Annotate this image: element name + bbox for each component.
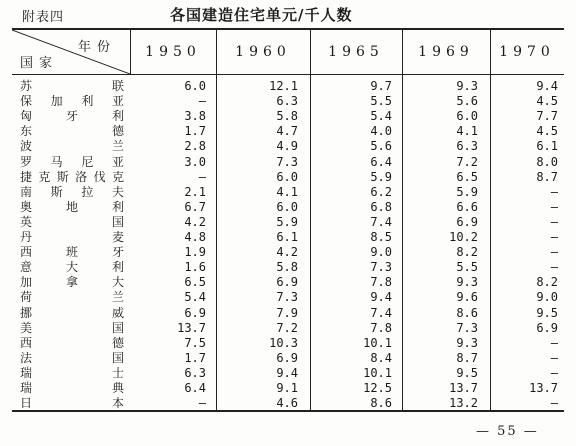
value-cell-1969: 9.6: [456, 290, 478, 305]
value-cell-1970: 6.1: [536, 139, 558, 154]
value-cell-1960: 10.3: [269, 335, 298, 350]
country-name: 法 国: [20, 350, 124, 365]
value-cell-1960: 7.2: [276, 320, 298, 335]
value-cell-1965: 7.3: [370, 260, 392, 275]
value-cell-1950: 6.3: [184, 365, 206, 380]
value-cell-1965: 10.1: [363, 335, 392, 350]
value-cell-1970: —: [550, 230, 558, 244]
table-row: [12, 169, 564, 185]
value-cell-1960: 9.1: [276, 381, 298, 395]
table-row: [12, 138, 564, 154]
value-cell-1950: 4.2: [184, 214, 206, 229]
value-cell-1965: 9.0: [370, 245, 392, 260]
value-cell-1960: 6.3: [276, 94, 298, 109]
table-row: [12, 350, 564, 366]
country-name: 保 加 利 亚: [20, 94, 124, 109]
value-cell-1969: 5.9: [456, 184, 478, 199]
value-cell-1965: 5.9: [370, 169, 392, 184]
country-name: 罗 马 尼 亚: [20, 154, 124, 169]
value-cell-1970: 13.7: [529, 381, 558, 395]
value-cell-1970: —: [550, 214, 558, 229]
value-cell-1960: 7.3: [276, 290, 298, 305]
table-row: [12, 274, 564, 290]
value-cell-1965: 7.8: [370, 320, 392, 335]
table-row: [12, 289, 564, 305]
table-row: [12, 184, 564, 200]
value-cell-1950: 6.9: [184, 305, 206, 320]
country-name: 西 德: [20, 335, 124, 350]
value-cell-1960: 4.9: [276, 139, 298, 154]
value-cell-1965: 9.4: [370, 290, 392, 305]
value-cell-1969: 9.5: [456, 365, 478, 380]
country-name: 日 本: [20, 396, 124, 411]
table-row: [12, 214, 564, 230]
country-name: 美 国: [20, 320, 124, 335]
value-cell-1960: 6.9: [276, 275, 298, 290]
value-cell-1960: 5.9: [276, 214, 298, 229]
value-cell-1950: 2.8: [184, 139, 206, 154]
country-name: 捷 克 斯 洛 伐 克: [20, 169, 124, 184]
table-row: [12, 259, 564, 275]
country-name: 匈 牙 利: [20, 109, 124, 124]
value-cell-1970: 8.0: [536, 154, 558, 169]
value-cell-1950: 1.9: [184, 245, 206, 260]
value-cell-1969: 9.3: [456, 275, 478, 290]
country-name: 荷 兰: [20, 290, 124, 305]
value-cell-1970: —: [550, 260, 558, 275]
table-row: [12, 199, 564, 215]
country-name: 波 兰: [20, 139, 124, 154]
value-cell-1960: 5.8: [276, 109, 298, 124]
year-header-1960: 1960: [235, 44, 291, 60]
country-name: 东 德: [20, 124, 124, 139]
value-cell-1960: 12.1: [269, 79, 298, 93]
value-cell-1960: 6.9: [276, 350, 298, 365]
value-cell-1970: —: [550, 350, 558, 365]
value-cell-1969: 13.2: [449, 396, 478, 411]
value-cell-1969: 6.5: [456, 169, 478, 184]
table-label: 附表四: [22, 10, 65, 25]
value-cell-1950: 1.7: [184, 350, 206, 365]
value-cell-1969: 5.5: [456, 260, 478, 275]
value-cell-1970: —: [550, 335, 558, 350]
value-cell-1965: 6.8: [370, 199, 392, 214]
value-cell-1965: 9.7: [370, 79, 392, 93]
value-cell-1969: 8.7: [456, 350, 478, 365]
value-cell-1960: 4.2: [276, 245, 298, 260]
value-cell-1950: —: [198, 169, 206, 184]
table-row: [12, 93, 564, 109]
value-cell-1965: 6.2: [370, 184, 392, 199]
value-cell-1950: 1.7: [184, 124, 206, 139]
country-name: 瑞 士: [20, 365, 124, 380]
value-cell-1950: 6.0: [184, 79, 206, 93]
year-axis-label: 年 份: [78, 40, 111, 55]
country-name: 瑞 典: [20, 381, 124, 395]
value-cell-1965: 7.8: [370, 275, 392, 290]
value-cell-1970: —: [550, 365, 558, 380]
value-cell-1969: 4.1: [456, 124, 478, 139]
value-cell-1950: 6.7: [184, 199, 206, 214]
table-header-row: [12, 30, 564, 75]
value-cell-1960: 6.0: [276, 199, 298, 214]
value-cell-1970: 6.9: [536, 320, 558, 335]
value-cell-1970: 9.0: [536, 290, 558, 305]
year-header-1969: 1969: [418, 44, 474, 60]
value-cell-1950: —: [198, 94, 206, 109]
value-cell-1965: 4.0: [370, 124, 392, 139]
value-cell-1965: 5.6: [370, 139, 392, 154]
value-cell-1970: 8.7: [536, 169, 558, 184]
table-row: [12, 78, 564, 94]
value-cell-1969: 7.3: [456, 320, 478, 335]
value-cell-1969: 9.3: [456, 335, 478, 350]
value-cell-1965: 8.5: [370, 230, 392, 244]
value-cell-1960: 4.1: [276, 184, 298, 199]
table-row: [12, 335, 564, 351]
table-row: [12, 123, 564, 139]
housing-table: [12, 28, 564, 412]
table-row: [12, 244, 564, 260]
value-cell-1969: 5.6: [456, 94, 478, 109]
value-cell-1960: 9.4: [276, 365, 298, 380]
value-cell-1950: 13.7: [177, 320, 206, 335]
country-name: 西 班 牙: [20, 245, 124, 260]
value-cell-1970: 9.4: [536, 79, 558, 93]
value-cell-1970: —: [550, 396, 558, 411]
value-cell-1950: 3.8: [184, 109, 206, 124]
corner-cell: [12, 30, 131, 74]
value-cell-1970: —: [550, 184, 558, 199]
value-cell-1950: 6.5: [184, 275, 206, 290]
country-name: 加 拿 大: [20, 275, 124, 290]
value-cell-1965: 8.6: [370, 396, 392, 411]
value-cell-1950: 2.1: [184, 184, 206, 199]
table-row: [12, 154, 564, 170]
value-cell-1969: 7.2: [456, 154, 478, 169]
table-row: [12, 229, 564, 245]
value-cell-1960: 4.6: [276, 396, 298, 411]
table-row: [12, 108, 564, 124]
value-cell-1965: 5.5: [370, 94, 392, 109]
value-cell-1969: 9.3: [456, 79, 478, 93]
value-cell-1969: 6.9: [456, 214, 478, 229]
year-header-1950: 1950: [145, 44, 201, 60]
value-cell-1969: 8.6: [456, 305, 478, 320]
page-number: — 55 —: [476, 424, 539, 439]
value-cell-1950: 6.4: [184, 381, 206, 395]
value-cell-1960: 7.9: [276, 305, 298, 320]
value-cell-1950: 1.6: [184, 260, 206, 275]
table-row: [12, 380, 564, 396]
value-cell-1950: 4.8: [184, 230, 206, 244]
country-name: 挪 威: [20, 305, 124, 320]
value-cell-1950: 5.4: [184, 290, 206, 305]
value-cell-1965: 8.4: [370, 350, 392, 365]
value-cell-1965: 5.4: [370, 109, 392, 124]
table-row: [12, 320, 564, 336]
value-cell-1965: 7.4: [370, 214, 392, 229]
value-cell-1960: 5.8: [276, 260, 298, 275]
value-cell-1950: —: [198, 396, 206, 411]
value-cell-1970: —: [550, 199, 558, 214]
value-cell-1969: 10.2: [449, 230, 478, 244]
value-cell-1960: 6.0: [276, 169, 298, 184]
country-name: 英 国: [20, 214, 124, 229]
value-cell-1960: 6.1: [276, 230, 298, 244]
value-cell-1970: 7.7: [536, 109, 558, 124]
country-name: 奥 地 利: [20, 199, 124, 214]
value-cell-1965: 10.1: [363, 365, 392, 380]
value-cell-1969: 6.0: [456, 109, 478, 124]
country-axis-label: 国 家: [20, 56, 53, 71]
table-row: [12, 305, 564, 321]
country-name: 苏 联: [20, 79, 124, 93]
table-row: [12, 395, 564, 411]
value-cell-1965: 12.5: [363, 381, 392, 395]
value-cell-1969: 6.3: [456, 139, 478, 154]
value-cell-1970: 9.5: [536, 305, 558, 320]
value-cell-1969: 8.2: [456, 245, 478, 260]
value-cell-1965: 7.4: [370, 305, 392, 320]
value-cell-1970: 4.5: [536, 94, 558, 109]
value-cell-1965: 6.4: [370, 154, 392, 169]
value-cell-1969: 6.6: [456, 199, 478, 214]
value-cell-1960: 4.7: [276, 124, 298, 139]
value-cell-1960: 7.3: [276, 154, 298, 169]
table-row: [12, 365, 564, 381]
country-name: 意 大 利: [20, 260, 124, 275]
year-header-1970: 1970: [499, 44, 555, 60]
value-cell-1970: 8.2: [536, 275, 558, 290]
value-cell-1969: 13.7: [449, 381, 478, 395]
table-title: 各国建造住宅单元/千人数: [170, 6, 353, 24]
year-header-1965: 1965: [328, 44, 384, 60]
value-cell-1970: 4.5: [536, 124, 558, 139]
value-cell-1970: —: [550, 245, 558, 260]
country-name: 南 斯 拉 夫: [20, 184, 124, 199]
country-name: 丹 麦: [20, 230, 124, 244]
value-cell-1950: 3.0: [184, 154, 206, 169]
value-cell-1950: 7.5: [184, 335, 206, 350]
